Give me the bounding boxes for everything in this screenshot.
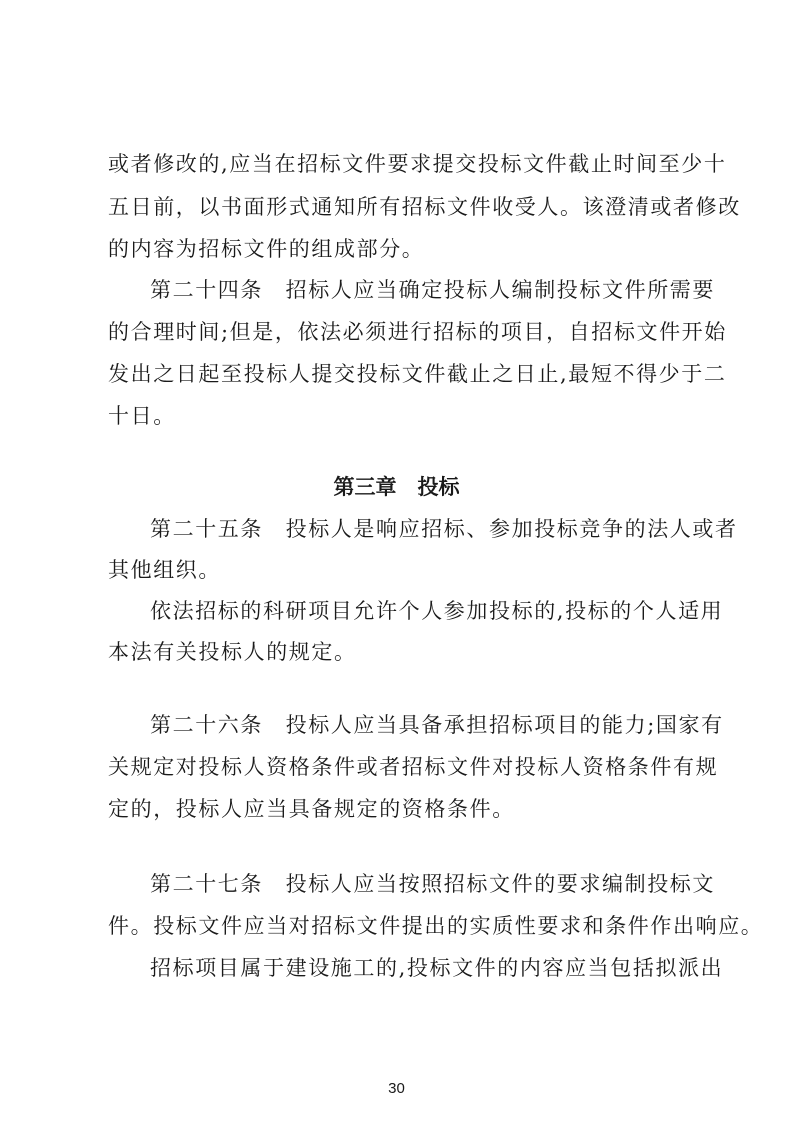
article-26-line: 关规定对投标人资格条件或者招标文件对投标人资格条件有规 — [108, 755, 719, 779]
article-24-line: 第二十四条 招标人应当确定投标人编制投标文件所需要 — [150, 278, 715, 302]
article-24-line: 的合理时间;但是，依法必须进行招标的项目，自招标文件开始 — [108, 320, 727, 344]
article-26-line: 第二十六条 投标人应当具备承担招标项目的能力;国家有 — [150, 713, 724, 737]
article-24-line: 发出之日起至投标人提交投标文件截止之日止,最短不得少于二 — [108, 362, 727, 386]
page-number: 30 — [388, 1080, 405, 1097]
article-27-para-2-line: 招标项目属于建设施工的,投标文件的内容应当包括拟派出 — [150, 956, 724, 980]
article-24-line: 十日。 — [108, 404, 176, 428]
article-27-line: 第二十七条 投标人应当按照招标文件的要求编制投标文 — [150, 872, 715, 896]
chapter-heading: 第三章 投标 — [333, 475, 460, 499]
article-25-para-2-line: 依法招标的科研项目允许个人参加投标的,投标的个人适用 — [150, 599, 724, 623]
article-25-para-2-line: 本法有关投标人的规定。 — [108, 640, 357, 664]
article-25-line: 其他组织。 — [108, 558, 221, 582]
paragraph-line: 或者修改的,应当在招标文件要求提交投标文件截止时间至少十 — [108, 152, 727, 176]
article-25-line: 第二十五条 投标人是响应招标、参加投标竞争的法人或者 — [150, 517, 738, 541]
paragraph-line: 的内容为招标文件的组成部分。 — [108, 237, 425, 261]
article-26-line: 定的，投标人应当具备规定的资格条件。 — [108, 797, 515, 821]
paragraph-line: 五日前，以书面形式通知所有招标文件收受人。该澄清或者修改 — [108, 195, 741, 219]
article-27-line: 件。投标文件应当对招标文件提出的实质性要求和条件作出响应。 — [108, 914, 764, 938]
